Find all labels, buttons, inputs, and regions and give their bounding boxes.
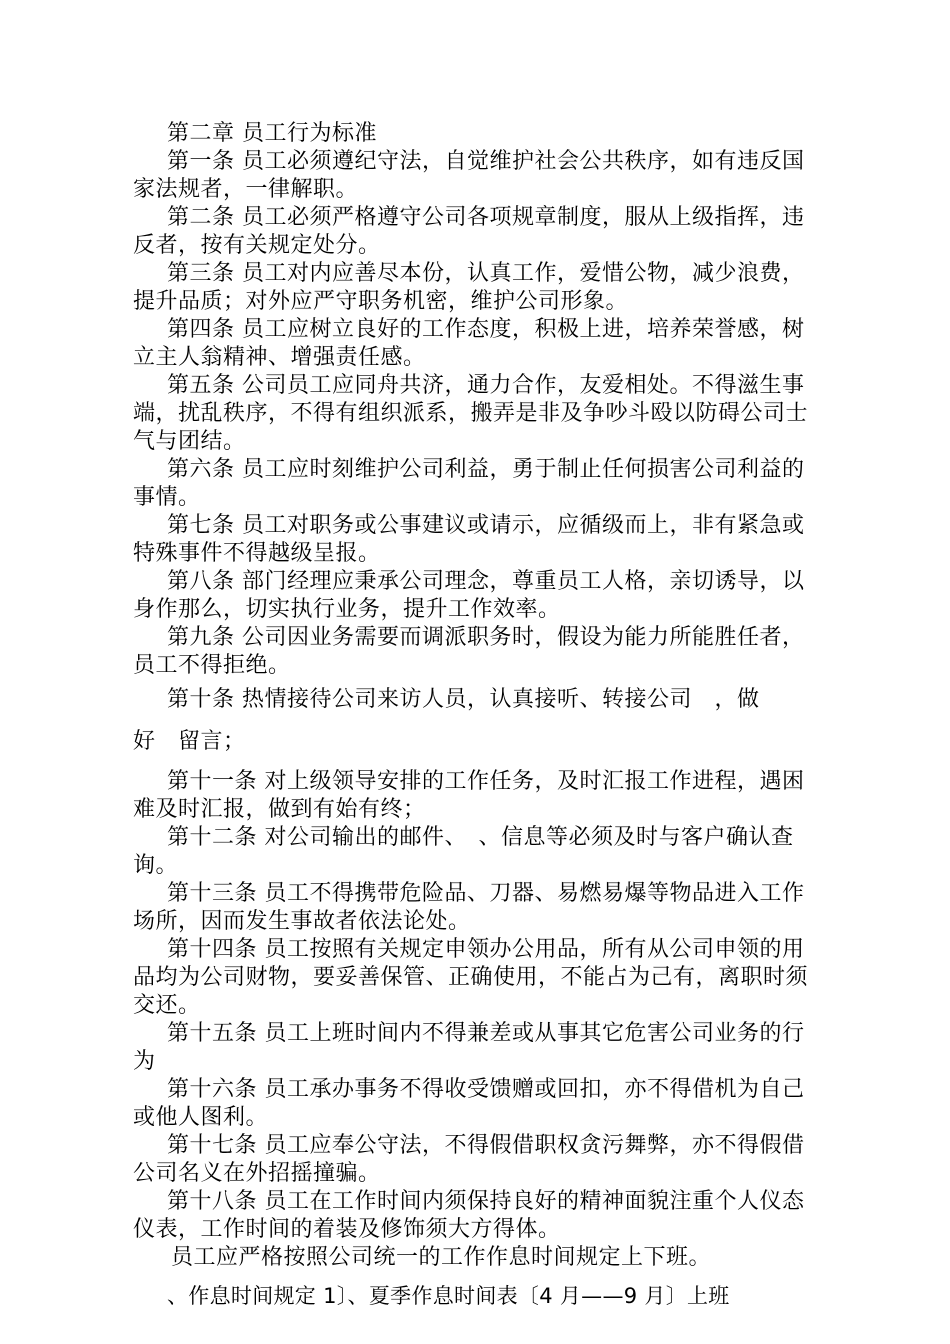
article-9: 第九条 公司因业务需要而调派职务时，假设为能力所能胜任者，员工不得拒绝。 [133,625,805,678]
article-7: 第七条 员工对职务或公事建议或请示，应循级而上，非有紧急或特殊事件不得越级呈报。 [133,513,805,566]
article-2: 第二条 员工必须严格遵守公司各项规章制度，服从上级指挥，违反者，按有关规定处分。 [133,205,805,258]
schedule-line: 、作息时间规定 1〕、夏季作息时间表〔4 月——9 月〕上班 [167,1284,730,1308]
article-5: 第五条 公司员工应同舟共济，通力合作，友爱相处。不得滋生事端，扰乱秩序，不得有组织派系，搬弄是非及争吵斗殴以防碍公司士气与团结。 [133,373,809,454]
article-15: 第十五条 员工上班时间内不得兼差或从事其它危害公司业务的行为 [133,1021,805,1074]
article-16: 第十六条 员工承办事务不得收受馈赠或回扣，亦不得借机为自己或他人图利。 [133,1077,805,1130]
article-10-line-1: 第十条 热情接待公司来访人员，认真接听、转接公司 ，做 [167,687,760,712]
article-1: 第一条 员工必须遵纪守法，自觉维护社会公共秩序，如有违反国家法规者，一律解职。 [133,149,805,202]
article-8: 第八条 部门经理应秉承公司理念，尊重员工人格，亲切诱导，以身作那么，切实执行业务，提升工作效率。 [133,569,805,622]
article-4: 第四条 员工应树立良好的工作态度，积极上进，培养荣誉感，树立主人翁精神、增强责任感。 [133,317,805,370]
chapter-title: 第二章 员工行为标准 [167,121,377,146]
article-14: 第十四条 员工按照有关规定申领办公用品，所有从公司申领的用品均为公司财物，要妥善保管、正确使用，不能占为己有，离职时须交还。 [133,937,809,1018]
document-body [133,120,823,1310]
article-12: 第十二条 对公司输出的邮件、 、信息等必须及时与客户确认查询。 [133,825,794,878]
article-3: 第三条 员工对内应善尽本份，认真工作，爱惜公物，减少浪费，提升品质；对外应严守职务机密，维护公司形象。 [133,261,805,314]
article-6: 第六条 员工应时刻维护公司利益，勇于制止任何损害公司利益的事情。 [133,457,805,510]
article-10 [133,684,823,758]
article-13: 第十三条 员工不得携带危险品、刀器、易燃易爆等物品进入工作场所，因而发生事故者依法论处。 [133,881,805,934]
article-11: 第十一条 对上级领导安排的工作任务，及时汇报工作进程，遇困难及时汇报，做到有始有终； [133,769,805,822]
article-10-line-2: 好 留言； [133,729,246,754]
work-hours-rule: 员工应严格按照公司统一的工作作息时间规定上下班。 [171,1245,712,1270]
article-18: 第十八条 员工在工作时间内须保持良好的精神面貌注重个人仪态仪表，工作时间的着装及修饰须大方得体。 [133,1189,805,1242]
article-17: 第十七条 员工应奉公守法，不得假借职权贪污舞弊，亦不得假借公司名义在外招摇撞骗。 [133,1133,805,1186]
